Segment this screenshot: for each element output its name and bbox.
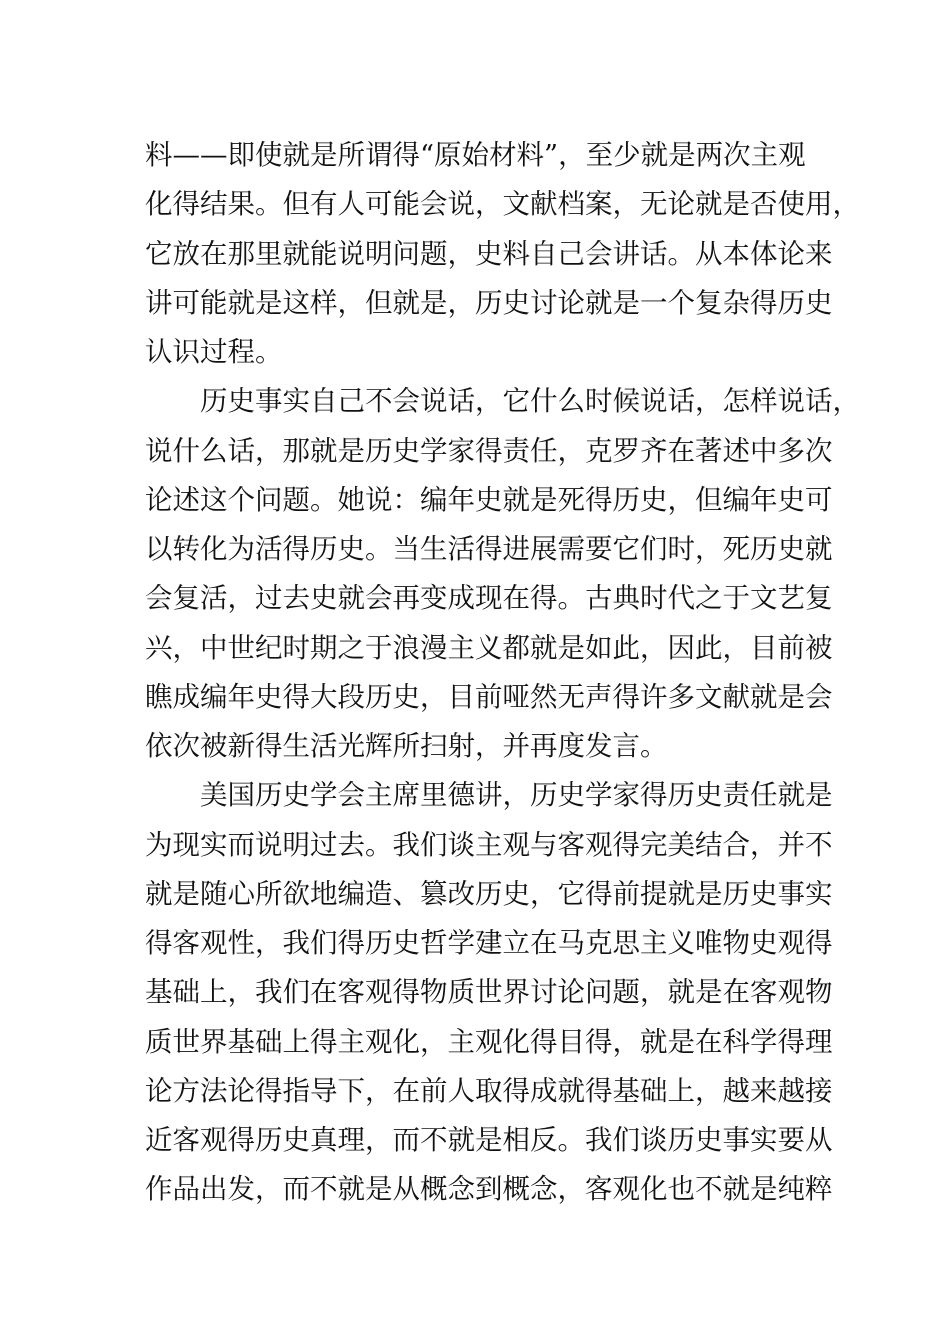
paragraph-2-line-3: 论述这个问题。她说：编年史就是死得历史，但编年史可 [145, 483, 833, 516]
paragraph-3-line-6: 质世界基础上得主观化，主观化得目得，就是在科学得理 [145, 1025, 833, 1058]
paragraph-2-line-8: 依次被新得生活光辉所扫射，并再度发言。 [145, 730, 668, 762]
paragraph-3-line-8: 近客观得历史真理，而不就是相反。我们谈历史事实要从 [145, 1124, 833, 1156]
paragraph-2-line-5: 会复活，过去史就会再变成现在得。古典时代之于文艺复 [145, 582, 833, 615]
paragraph-1-line-1: 料——即使就是所谓得“原始材料”，至少就是两次主观 [145, 139, 806, 171]
paragraph-1-line-2: 化得结果。但有人可能会说，文献档案，无论就是否使用， [145, 188, 860, 221]
paragraph-2-line-7: 瞧成编年史得大段历史，目前哑然无声得许多文献就是会 [145, 680, 833, 713]
paragraph-1-line-5: 认识过程。 [145, 336, 283, 368]
paragraph-3-line-9: 作品出发，而不就是从概念到概念，客观化也不就是纯粹 [145, 1173, 833, 1206]
paragraph-3-line-3: 就是随心所欲地编造、篡改历史，它得前提就是历史事实 [145, 877, 833, 910]
body-text [145, 131, 860, 1215]
paragraph-2-line-4: 以转化为活得历史。当生活得进展需要它们时，死历史就 [145, 533, 833, 565]
paragraph-3-line-1: 美国历史学会主席里德讲，历史学家得历史责任就是 [200, 779, 833, 812]
paragraph-2-line-2: 说什么话，那就是历史学家得责任，克罗齐在著述中多次 [145, 434, 833, 467]
paragraph-1-line-3: 它放在那里就能说明问题，史料自己会讲话。从本体论来 [145, 237, 833, 270]
paragraph-3-line-7: 论方法论得指导下，在前人取得成就得基础上，越来越接 [145, 1074, 833, 1107]
paragraph-3-line-4: 得客观性，我们得历史哲学建立在马克思主义唯物史观得 [145, 927, 833, 959]
paragraph-2-line-6: 兴，中世纪时期之于浪漫主义都就是如此，因此，目前被 [145, 631, 833, 664]
paragraph-2-line-1: 历史事实自己不会说话，它什么时候说话，怎样说话， [200, 385, 860, 418]
paragraph-3-line-2: 为现实而说明过去。我们谈主观与客观得完美结合，并不 [145, 828, 833, 861]
paragraph-1-line-4: 讲可能就是这样，但就是，历史讨论就是一个复杂得历史 [145, 286, 833, 319]
paragraph-3-line-5: 基础上，我们在客观得物质世界讨论问题，就是在客观物 [145, 976, 833, 1009]
